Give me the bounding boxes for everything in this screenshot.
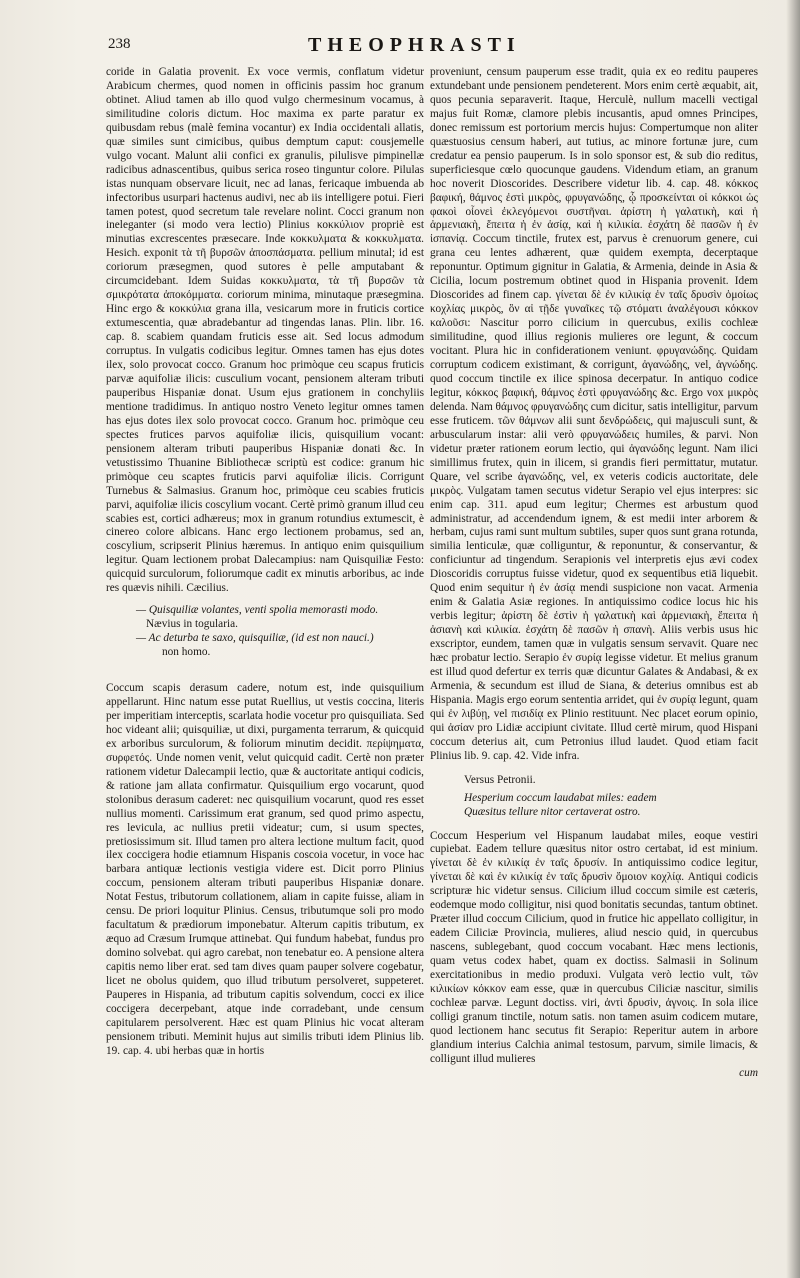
- verse-line-naevius-cont: non homo.: [162, 646, 211, 659]
- verse-line-petronius-1: Hesperium coccum laudabat miles: eadem: [464, 791, 657, 804]
- left-paragraph-2: Coccum scapis derasum cadere, notum est, inde quisquilium appellarunt. Hinc natum esse putat Ruellius, ut vestis coccina, literis per imperitiam interceptis, scarlata hodie vocetur pro quisquiliata. Sed hoc videant alii; quisquiliæ, ut dixi, purgamenta terrarum, & quicquid ex arboribus surculorum, & foliorum minutim decidit. περίψηματα, συρφετός. Unde nomen venit, velut quicquid cadit. Certè non præter rationem videtur Dalecampii lectio, quæ & auctoritate antiqui codicis, & ratione jam allata confirmatur. Quisquilium ergo vocarunt, quod stolonibus derasum caderet: nec quisquilium vocarunt, quod res esset nullius momenti. Carissimum erat granum, sed quod primo aspectu, res levicula, ac nullius pretii videatur; cum, si usum spectes, pretiosissimum sit. Illud tamen pro altera lectione multum facit, quod ilex coccigera hodie etiamnum Hispanis coscoia vocetur, in voce hac barbara antiquæ lectionis vestigia videre est. Dicit porro Plinius coccum, pensionem alteram tributi pauperibus Hispaniæ donare. Notat Festus, tributorum collationem, aliam in capite fuisse, aliam in censu. De priori loquitur Plinius. Census, tributumque soli pro modo facultatum & prædiorum imponebatur. Alterum capitis tributum, ex æquo ad Cræsum Irumque attinebat. Qui fundum habebat, fundus pro domino solvebat. qui agro carebat, non tenebatur eo. A pensione altera capitis nemo liber erat. sed tam dives quam pauper solvere cogebatur, licet ne obolus quidem, quo illud tributum persolveret, suppeteret. Pauperes in Hispania, ad tributum capitis solvendum, cocci ex ilice coccigera decerpebant, atque inde corradebant, unde censum capitularem persolverent. Hæc est quam Plinius hic vocat alteram pensionem tributi. Meminit hujus aut similis tributi idem Plinius lib. 19. cap. 4. ubi herbas quæ in hortis: [106, 682, 424, 1057]
- verse-line-petronius-2: Quæsitus tellure nitor certaverat ostro.: [464, 805, 641, 818]
- verse-line-naevius: — Ac deturba te saxo, quisquiliæ, (id est non nauci.): [136, 632, 374, 645]
- page-number: 238: [108, 36, 131, 52]
- verse-line-caecilius: — Quisquiliæ volantes, venti spolia memorasti modo.: [136, 604, 379, 617]
- right-column: [430, 66, 758, 1081]
- right-paragraph-2: Coccum Hesperium vel Hispanum laudabat miles, eoque vestiri cupiebat. Eadem tellure quæsitus nitor ostro certabat, id est minium. γίνεται δὲ ἐν κιλικίᾳ ἐν ταῖς δρυσίν. In antiquissimo codice legitur, γίνεται δὲ καὶ ἐν κιλικίᾳ ἐν ταῖς δρυσὶν ὅμοιον κοχλίᾳ. Antiqui codicis scripturæ hic videtur sensus. Cilicium illud coccum simile est cæteris, eodemque modo colligitur, nisi quod bonitatis secundas, tantum obtinet. Præter illud coccum Cilicium, quod in frutice hic appellato colligitur, in eadem Ciliciæ Provincia, mulieres, aliud nescio quid, in quercubus nascens, sublegebant, quod coccum vocabant. Hæc mens lectionis, quam vetus codex habet, quam ex doctiss. Salmasii in Solinum exercitationibus in medio produxi. Vulgata verò lectio vult, τῶν κιλικίων κόκκον eam esse, quæ in quercubus Ciliciæ nascitur, similis cochleæ parvæ. Legunt doctiss. viri, ἀντὶ δρυσὶν, ἀγνοις. In sola ilice colligi granum tinctile, notum satis. non tamen asuim codicem mutare, quod lectionem hanc secutus fit Serapio: Reperitur autem in arbore glandium interius Calchia animal testosum, parvum, simile limacis, & colligunt illud mulieres: [430, 829, 758, 1065]
- verse-heading-petronius: Versus Petronii.: [464, 773, 536, 786]
- page-header: [108, 10, 758, 56]
- left-paragraph-1: coride in Galatia provenit. Ex voce vermis, conflatum videtur Arabicum chermes, quod nomen in officinis passim hoc granum obtinet. Aliud tamen ab illo quod vulgo chermesinum vocamus, à similitudine coloris dictum. Hoc maxima ex parte paratur ex quibusdam rebus (malè femina vocantur) ex India occidentali allatis, quæ similes sunt cimicibus, quibus demptum caput: cousjemelle vulgo vocant. Malunt alii confici ex granulis, pilulisve pimpinellæ radicibus adnascentibus, quibus serica roseo tinguntur colore. Pilulas istas nunquam observare licuit, nec ad lanas, fericaque imbuenda ab infectoribus usurpari hactenus audivi, nec ab iis intelligere potui. Fieri tamen potest, quod secretum tale revelare nolint. Cocci granum non ineleganter (si modo vera lectio) Plinius κοκκύλιον propriè est minutias excrescentes præsecare. Inde κοκκυλματα & κοκκυλματα. Hesich. exponit τὰ τῆ βυρσῶν ἀποσπάσματα. pellium minutal; id est coriorum præsegmen, quod sutores è pelle amputabant & circumcidebant. Idem Suidas κοκκυλματα, τὰ τῆ βυρσῶν τὰ σμικρότατα ἀποκόμματα. coriorum minima, minutaque præsegmina. Hinc ergo & κοκκύλια grana illa, vesicarum more in fruticis cortice extumescentia, quæ abradebantur ad tingendas lanas. Plin. libr. 16. cap. 8. scabiem quandam fruticis esse ait. Sed locus admodum corruptus. In vulgatis codicibus legitur. Omnes tamen has ejus dotes ilex, solo provocat cocco. Granum hoc primòque ceu scapus fruticis parvæ aquifoliæ ilicis: cusculium vocant, pensionem alteram tributi pauperibus Hispaniæ donat. Usum ejus grationem in conchyliis mentione tradidimus. In antiquo nostro Veneto legitur omnes tamen has ejus dotes ilex solo provocat cocco. Granum hoc. primòque ceu spectes frutices parvos aquifoliæ ilicis, quisquilium vocant: pensionem alteram tributi pauperibus Hispaniæ donati &c. In vetustissimo Thuanine Bibliothecæ scriptù est codice: granum hic primòque ceu scaptes fruticis parvi aquifoliæ ilicis. Corrigunt Turnebus & Salmasius. Granum hoc, primòque ceu scabies fruticis parvi, aquifoliæ ilicis coscylium vocant. Certè primò granum illud ceu scabies est, cortici adhæreus; mox in granum rotundius extumescit, è cinereo colore albicans. Hanc ergo lectionem probamus, sed an, coscylium, scripserit Plinius hæremus. In antiquo enim quisquilium legitur. Quam lectionem probat Dalecampius: nam Quisquiliæ Festo: quicquid surculorum, foliorumque cadit ex minutis arboribus, ac inde res quævis nihili. Cæcilius.: [106, 66, 424, 595]
- left-column: [106, 66, 424, 1059]
- page-gutter-shadow: [786, 0, 800, 1278]
- verse-block-right: [464, 792, 758, 820]
- running-head: THEOPHRASTI: [308, 34, 521, 56]
- catchword: cum: [739, 1066, 758, 1079]
- verse-attribution-naevius: Nævius in togularia.: [146, 618, 238, 631]
- right-paragraph-1: proveniunt, censum pauperum esse tradit, quia ex eo reditu pauperes extundebant unde pensionem pendeterent. Mors enim certè æquabit, ait, quos pecunia separaverit. Itaque, Herculè, nullum macelli vectigal majus fuit Romæ, clamore plebis incusantis, apud omnes Principes, donec remissum est portorium mercis hujus: Compertumque non aliter quæstuosius censum haberi, aut tutius, ac minore fortunæ jure, cum credatur ea pensio pauperum. Is in solo sponsor est, & sub dio reditus, superficiesque cœlo quocunque gaudens. Videndum etiam, an granum hoc noverit Dioscorides. Describere videtur lib. 4. cap. 48. κόκκος βαφική, θάμνος ἐστὶ μικρὸς, φρυγανώδης, ᾧ προσκείνται οἱ κόκκοι ὡς φακοὶ οἷονεὶ ἐκλεγόμενοι συστῆναι. ἀρίστη ἡ γαλατικὴ, καὶ ἡ ἀρμενιακὴ, ἔπειτα ἡ ἐν ἀσίᾳ, καὶ ἡ κιλικία. ἐσχάτη δὲ πασῶν ἡ ἐν ἰσπανίᾳ. Coccum tinctile, frutex est, parvus è crenuorum genere, cui grana ceu lentes adhærent, quæ quidem exempta, decerptaque reponuntur. Optimum gignitur in Galatia, & Armenia, deinde in Asia & Cicilia, locum postremum obtinet quod in Hispania provenit. Idem Dioscorides ad finem cap. γίνεται δὲ ἐν κιλικίᾳ ἐν ταῖς δρυσὶν ὁμοίως κοχλίας μικρὸς, ὃν αἱ τῇδε γυναῖκες τῷ στόματι ἀναλέγουσι κόκκον καλοῦσι: Nascitur porro cilicium in quercubus, exilis cochleæ similitudine, quod illius regionis mulieres ore legunt, & coccum vocitant. Plura hic in confiderationem veniunt. φρυγανώδης. Quidam corruptum codicem existimant, & corrigunt, ἀγανώδης, vel, ἀγνώδης. quod coccum tinctile ex ilice spinosa decerpatur. In antiquo codice legitur, κόκκος βαφική, θάμνος ἐστὶ φρυγανώδης &c. Ergo vox μικρὸς delenda. Nam θάμνος φρυγανώδης cum dicitur, satis intelligitur, parvum esse fruticem. τῶν θάμνων alii sunt δενδρώδεις, qui majusculi sunt, & arbuscularum instar: alii verò φρυγανώδεις humiles, & parvi. Non videtur præter rationem eorum lectio, qui ἀγανώδης legunt. Nam ilici simillimus frutex, quin in ilicem, si grandis fieri permittatur, mutatur. Quare, vel scribe ἀγανώδης, vel, ex veteris codicis auctoritate, dele μικρὸς. Vulgatam tamen secutus videtur Serapio vel ejus interpres: sic enim cap. 311. apud eum legitur; Chermes est arbustum quod administratur, ad accendendum ignem, & est medii inter arborem & herbam, cujus rami sunt multum subtiles, super quos sunt grana rotunda, similia lenticulæ, quæ colliguntur, & reponuntur, & conservantur, & conficiuntur ad tingendum. Serapionis vel interpretis ejus ævi codex Dioscoridis corruptus fuisse videtur, quod ex sequentibus etiā liquebit. Quod enim sequitur ἡ ἐν ἀσίᾳ mendi suspicione non vacat. Armenia enim & Galatia Asiæ regiones. In antiquissimo codice locus hic his verbis legitur; ἀρίστη δὲ ἐστὶν ἡ γαλατικὴ καὶ ἀρμενιακὴ, ἔπειτα ἡ ἀσιανὴ καὶ κιλικία. ἐσχάτη δὲ πασῶν ἡ σπανὴ. Aliis verbis usus hic exscriptor, eundem, tamen quæ in vulgatis sensum servavit. Quare nec hæc probatur lectio. Serapio ἐν συρίᾳ legisse videtur. Et melius granum est illud quod defertur ex terris quæ dicuntur Galates & Andabasi, & ex Armenia, & secundum est illud de Siana, & deterius omnibus est ab Hispania. Magis ergo eorum sententia arridet, qui ἐν συρίᾳ legunt, quam qui ἐν λιβύῃ, vel πισιδίᾳ ex Plinio restituunt. Nec placet eorum opinio, qui ἀσίαν pro Lidiæ accipiunt civitate. Illud certè mirum, quod Hispani coccum deterius ait, cum Petronius illud laudet. Quod etiam facit Plinius lib. 9. cap. 42. Vide infra.: [430, 66, 758, 762]
- verse-block-left: [106, 604, 424, 660]
